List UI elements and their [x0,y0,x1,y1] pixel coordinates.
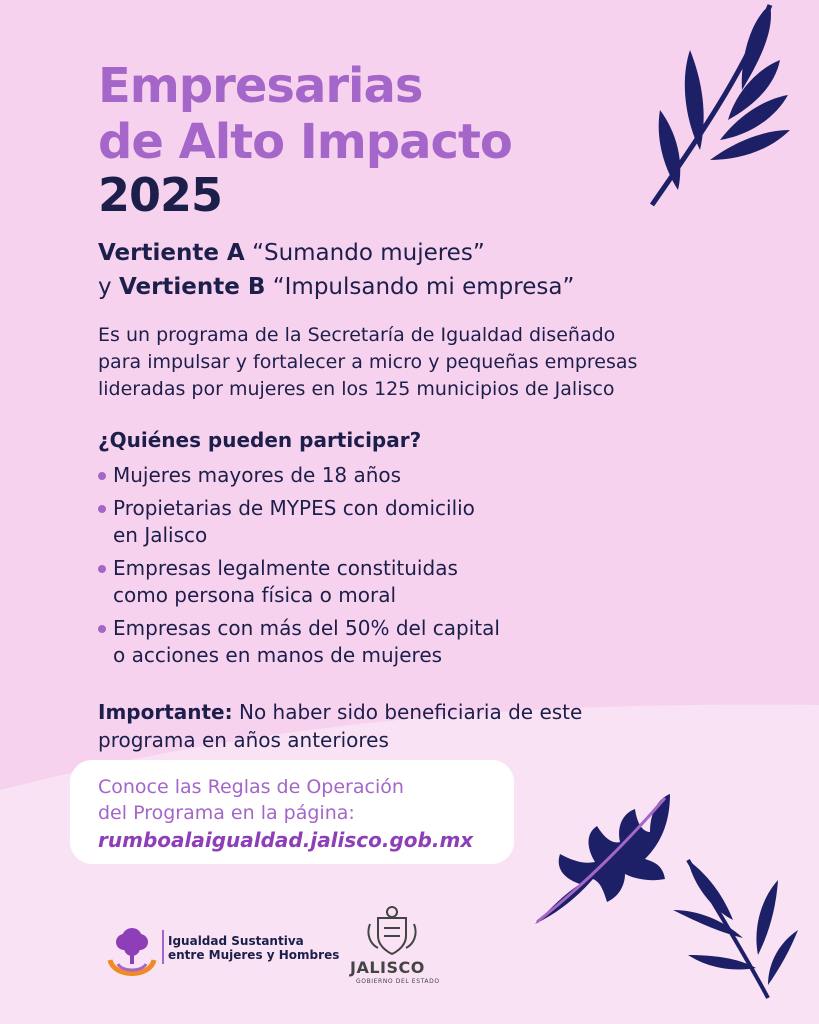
vertiente-b-label: Vertiente B [118,274,266,300]
list-item [98,555,500,609]
list-item [98,462,500,489]
vertiente-a-label: Vertiente A [98,240,245,266]
card-line-1: Conoce las Reglas de Operación [98,776,404,798]
igualdad-line-1: Igualdad Sustantiva [168,934,304,948]
list-item-text: Propietarias de MYPES con domicilio en Jalisco [113,496,475,547]
important-text-1: No haber sido beneficiaria de este [238,700,583,724]
bullet-dot-icon [98,472,106,480]
igualdad-logo-icon [104,920,160,984]
card-line-2: del Programa en la página: [98,802,355,824]
jalisco-logo-text: JALISCO [350,958,425,977]
list-item-text: Mujeres mayores de 18 años [113,463,402,487]
rules-card [70,760,514,864]
jalisco-logo-subtext: GOBIERNO DEL ESTADO [356,978,440,985]
title-line-2: de Alto Impacto [98,114,512,170]
intro-line: lideradas por mujeres en los 125 municipios de Jalisco [98,378,615,400]
card-url-link[interactable]: rumboalaigualdad.jalisco.gob.mx [98,828,474,852]
list-item [98,495,500,549]
list-item-text: Empresas legalmente constituidas como persona física o moral [113,556,458,607]
leaf-branch-bottom-icon [668,850,808,1000]
igualdad-line-2: entre Mujeres y Hombres [168,948,340,962]
igualdad-logo-text [168,934,339,962]
intro-paragraph [98,322,738,403]
leaf-oak-icon [525,784,675,934]
leaf-branch-top-icon [630,0,800,210]
intro-line: Es un programa de la Secretaría de Igualdad diseñado [98,324,616,346]
subtitle-line-1 [98,236,485,270]
important-text-2: programa en años anteriores [98,728,389,752]
title-line-1: Empresarias [98,58,423,114]
vertiente-b-name: “Impulsando mi empresa” [272,274,575,300]
subtitle-line-2 [98,270,574,304]
subtitle-conjunction: y [98,274,112,300]
intro-line: para impulsar y fortalecer a micro y pequeñas empresas [98,351,638,373]
vertiente-a-name: “Sumando mujeres” [252,240,485,266]
bullet-dot-icon [98,505,106,513]
list-item [98,615,500,669]
jalisco-crest-icon [364,904,420,958]
important-label: Importante: [98,700,233,724]
bullet-dot-icon [98,625,106,633]
participants-heading: ¿Quiénes pueden participar? [98,428,422,452]
logo-divider [162,930,164,964]
important-note [98,698,582,754]
participants-list [98,462,500,675]
bullet-dot-icon [98,565,106,573]
list-item-text: Empresas con más del 50% del capital o acciones en manos de mujeres [113,616,500,667]
title-year: 2025 [98,168,223,222]
